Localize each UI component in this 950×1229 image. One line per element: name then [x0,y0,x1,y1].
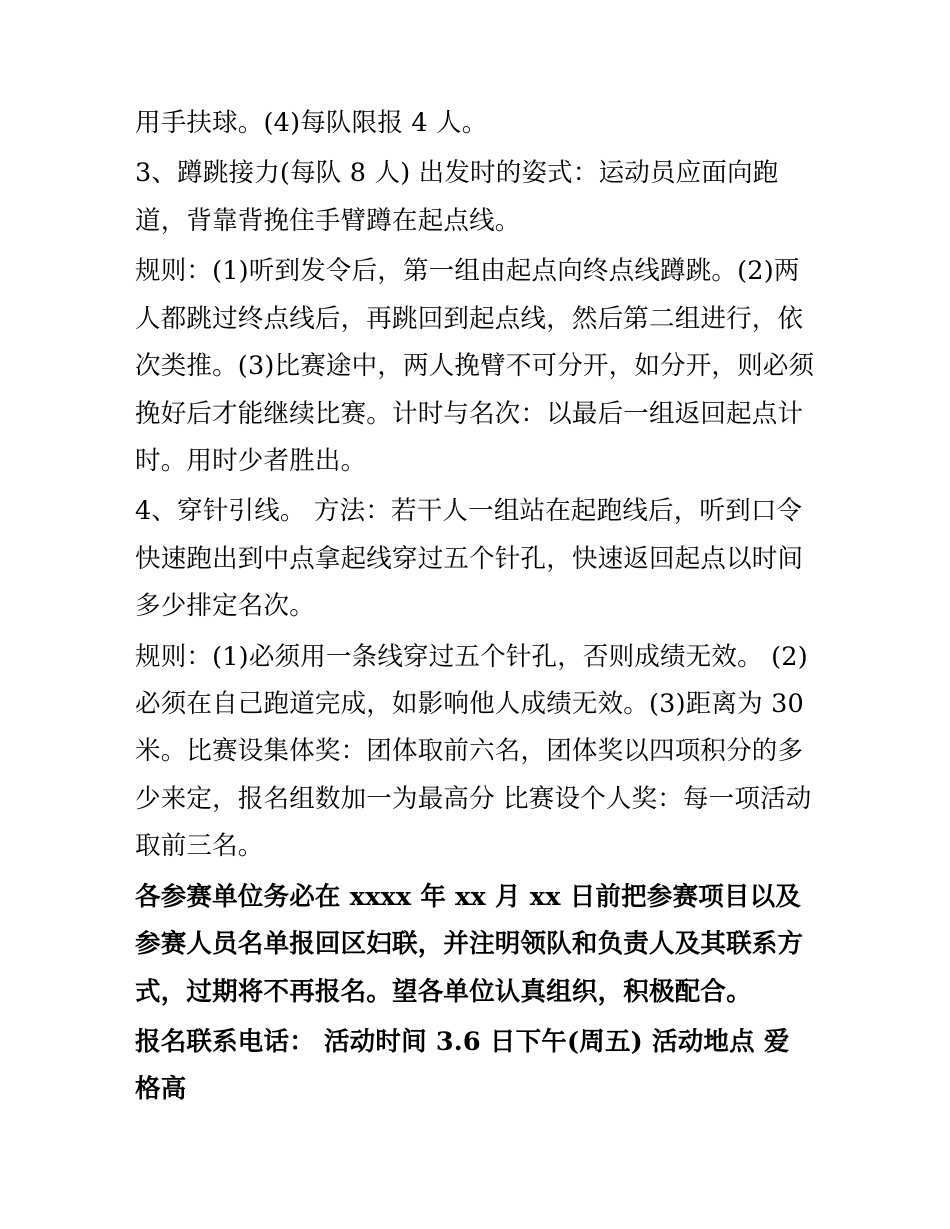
paragraph: 规则：(1)必须用一条线穿过五个针孔，否则成绩无效。 (2)必须在自己跑道完成，如影响他人成绩无效。(3)距离为 30 米。比赛设集体奖：团体取前六名，团体奖以四项积分的多少来定，报名组数加一为最高分 比赛设个人奖：每一项活动取前三名。 [135,641,812,862]
paragraph: 报名联系电话： 活动时间 3.6 日下午(周五) 活动地点 爱格高 [135,1027,790,1105]
document-body [135,100,815,1114]
paragraph: 各参赛单位务必在 xxxx 年 xx 月 xx 日前把参赛项目以及参赛人员名单报回区妇联，并注明领队和负责人及其联系方式，过期将不再报名。望各单位认真组织，积极配合。 [135,881,804,1007]
paragraph: 4、穿针引线。 方法：若干人一组站在起跑线后，听到口令快速跑出到中点拿起线穿过五个针孔，快速返回起点以时间多少排定名次。 [135,496,804,622]
paragraph: 用手扶球。(4)每队限报 4 人。 [135,108,488,138]
paragraph: 规则：(1)听到发令后，第一组由起点向终点线蹲跳。(2)两人都跳过终点线后，再跳回到起点线，然后第二组进行，依次类推。(3)比赛途中，两人挽臂不可分开，如分开，则必须挽好后才能继续比赛。计时与名次：以最后一组返回起点计时。用时少者胜出。 [135,256,815,476]
paragraph: 3、蹲跳接力(每队 8 人) 出发时的姿式：运动员应面向跑道，背靠背挽住手臂蹲在起点线。 [135,158,779,236]
